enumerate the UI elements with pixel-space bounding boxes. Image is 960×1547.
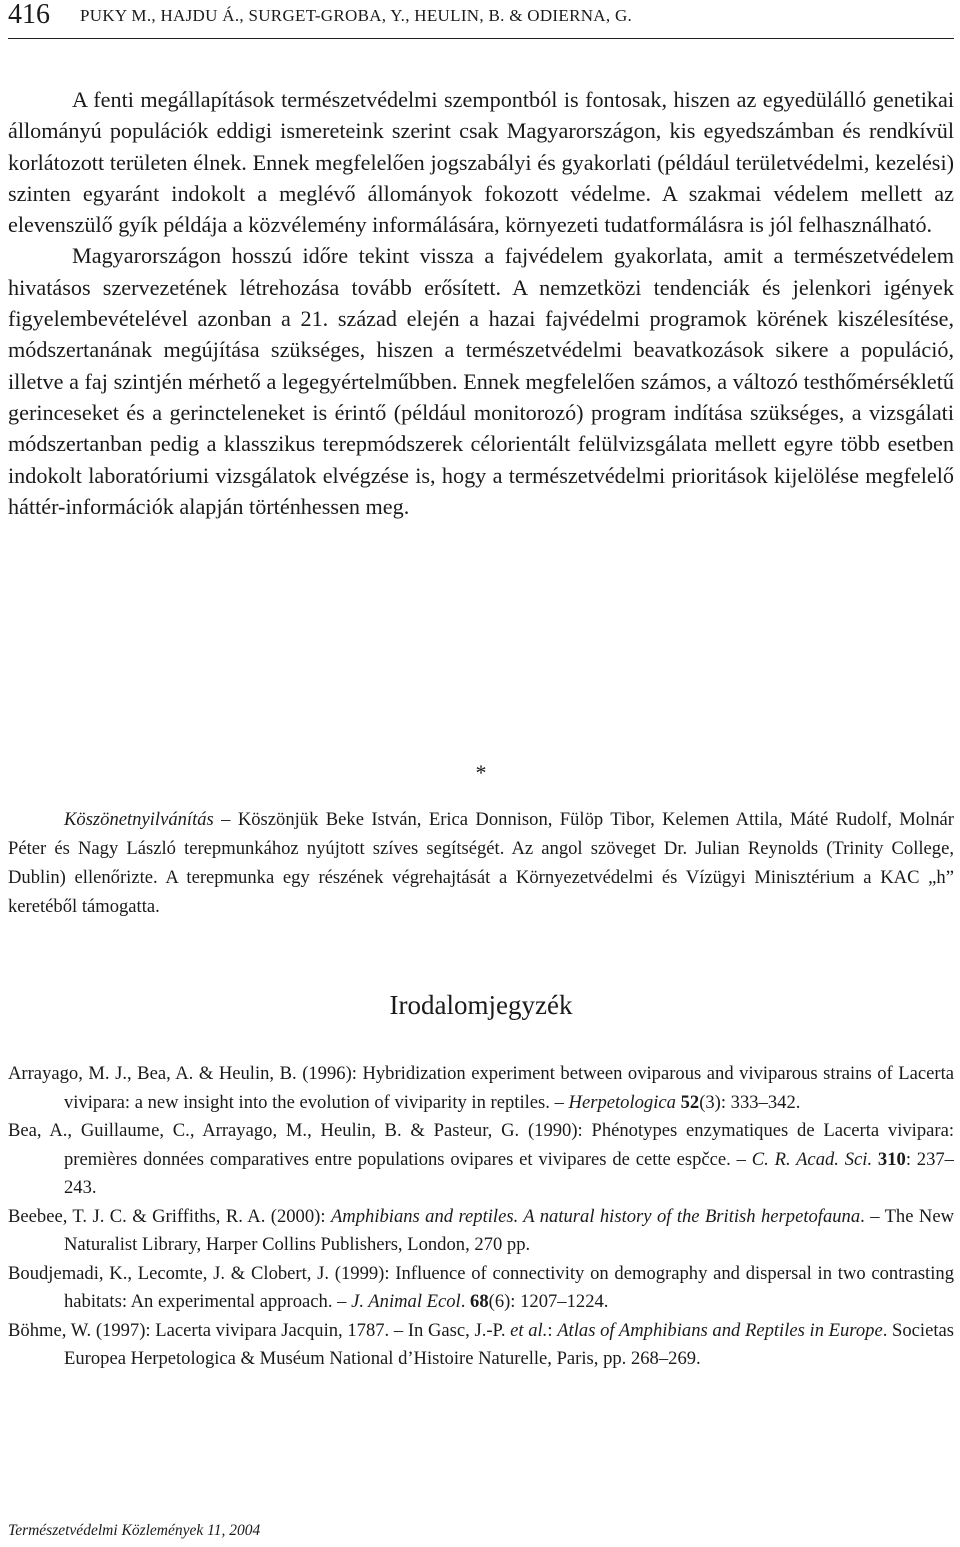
reference-etal: et al. bbox=[510, 1319, 548, 1341]
reference-item bbox=[8, 1060, 954, 1117]
acknowledgement-label: Köszönetnyilvánítás bbox=[64, 809, 214, 830]
body-text bbox=[8, 84, 954, 522]
reference-book-title: Atlas of Amphibians and Reptiles in Europe bbox=[557, 1319, 883, 1341]
reference-item bbox=[8, 1203, 954, 1260]
reference-pages: (6): 1207–1224. bbox=[488, 1291, 609, 1312]
reference-list bbox=[8, 1060, 954, 1374]
references-title: Irodalomjegyzék bbox=[389, 990, 573, 1020]
section-separator: * bbox=[475, 760, 487, 785]
page-header bbox=[8, 0, 954, 39]
acknowledgement-text: – Köszönjük Beke István, Erica Donnison, Fülöp Tibor, Kelemen Attila, Máté Rudolf, Molnár Péter és Nagy László terepmunkához nyújtott szíves segítségét. Az angol szöveget Dr. Julian Reynolds (Trinity College, Dublin) ellenőrizte. A terepmunka egy részének végrehajtását a Környezetvédelmi és Vízügyi Minisztérium a KAC „h” keretéből támogatta. bbox=[8, 809, 954, 917]
reference-colon: : bbox=[547, 1319, 558, 1341]
running-head-authors: PUKY M., HAJDU Á., SURGET-GROBA, Y., HEULIN, B. & ODIERNA, G. bbox=[80, 6, 633, 25]
reference-pages: : 237–243. bbox=[64, 1148, 954, 1198]
reference-publisher: . – The New Naturalist Library, Harper Collins Publishers, London, 270 pp. bbox=[64, 1205, 954, 1255]
reference-text: Beebee, T. J. C. & Griffiths, R. A. (2000): bbox=[8, 1205, 331, 1227]
reference-publisher: . Societas Europea Herpetologica & Muséum National d’Histoire Naturelle, Paris, pp. 268–269. bbox=[64, 1319, 954, 1369]
reference-item bbox=[8, 1117, 954, 1203]
reference-text: Böhme, W. (1997): Lacerta vivipara Jacquin, 1787. – In Gasc, J.-P. bbox=[8, 1319, 511, 1341]
paragraph: A fenti megállapítások természetvédelmi szempontból is fontosak, hiszen az egyedülálló genetikai állományú populációk eddigi ismereteink szerint csak Magyarországon, kis egyedszámban és rendkívül korlátozott területen élnek. Ennek megfelelően jogszabályi és gyakorlati (például területvédelmi, kezelési) szinten egyaránt indokolt a meglévő állományok fokozott védelme. A szakmai védelem mellett az elevenszülő gyík példája a közvélemény informálására, környezeti tudatformálásra is jól felhasználható. bbox=[8, 87, 954, 238]
paragraph: Magyarországon hosszú időre tekint vissza a fajvédelem gyakorlata, amit a természetvédelem hivatásos szervezetének létrehozása tovább erősített. A nemzetközi tendenciák és jelenkori igények figyelembevételével azonban a 21. század elején a hazai fajvédelmi programok körének kiszélesítése, módszertanának megújítása szükséges, hiszen a természetvédelmi beavatkozások sikere a populáció, illetve a faj szintjén mérhető a legegyértelműbben. Ennek megfelelően számos, a változó testhőmérsékletű gerinceseket és a gerincteleneket is érintő (például monitorozó) program indítása szükséges, a vizsgálati módszertanban pedig a klasszikus terepmódszerek célorientált felülvizsgálata mellett egyre több esetben indokolt laboratóriumi vizsgálatok elvégzése is, hogy a természetvédelmi prioritások kijelölése megfelelő háttér-információk alapján történhessen meg. bbox=[8, 243, 954, 519]
reference-text: Boudjemadi, K., Lecomte, J. & Clobert, J. (1999): Influence of connectivity on demography and dispersal in two contrasting habitats: An experimental approach. – bbox=[8, 1262, 954, 1312]
reference-journal: C. R. Acad. Sci. bbox=[751, 1148, 873, 1170]
reference-item bbox=[8, 1317, 954, 1374]
reference-volume: 52 bbox=[680, 1091, 700, 1113]
reference-text: Arrayago, M. J., Bea, A. & Heulin, B. (1996): Hybridization experiment between oviparous and viviparous strains of Lacerta vivipara: a new insight into the evolution of viviparity in reptiles. – bbox=[8, 1063, 954, 1113]
journal-footer: Természetvédelmi Közlemények 11, 2004 bbox=[8, 1522, 261, 1539]
reference-journal: Herpetologica bbox=[568, 1091, 676, 1113]
reference-volume: 68 bbox=[470, 1291, 489, 1312]
reference-dot: . bbox=[460, 1291, 471, 1312]
page bbox=[8, 0, 954, 1547]
reference-item bbox=[8, 1260, 954, 1317]
reference-book-title: Amphibians and reptiles. A natural history of the British herpetofauna bbox=[330, 1205, 861, 1227]
reference-text: Bea, A., Guillaume, C., Arrayago, M., Heulin, B. & Pasteur, G. (1990): Phénotypes enzymatiques de Lacerta vivipara: premières données comparatives entre populations ovipares et vivipares de cette espčce. – bbox=[8, 1120, 954, 1170]
acknowledgement bbox=[8, 805, 954, 921]
reference-volume: 310 bbox=[877, 1148, 906, 1170]
reference-pages: (3): 333–342. bbox=[699, 1091, 801, 1113]
reference-journal: J. Animal Ecol bbox=[351, 1291, 461, 1312]
page-number: 416 bbox=[8, 0, 50, 30]
